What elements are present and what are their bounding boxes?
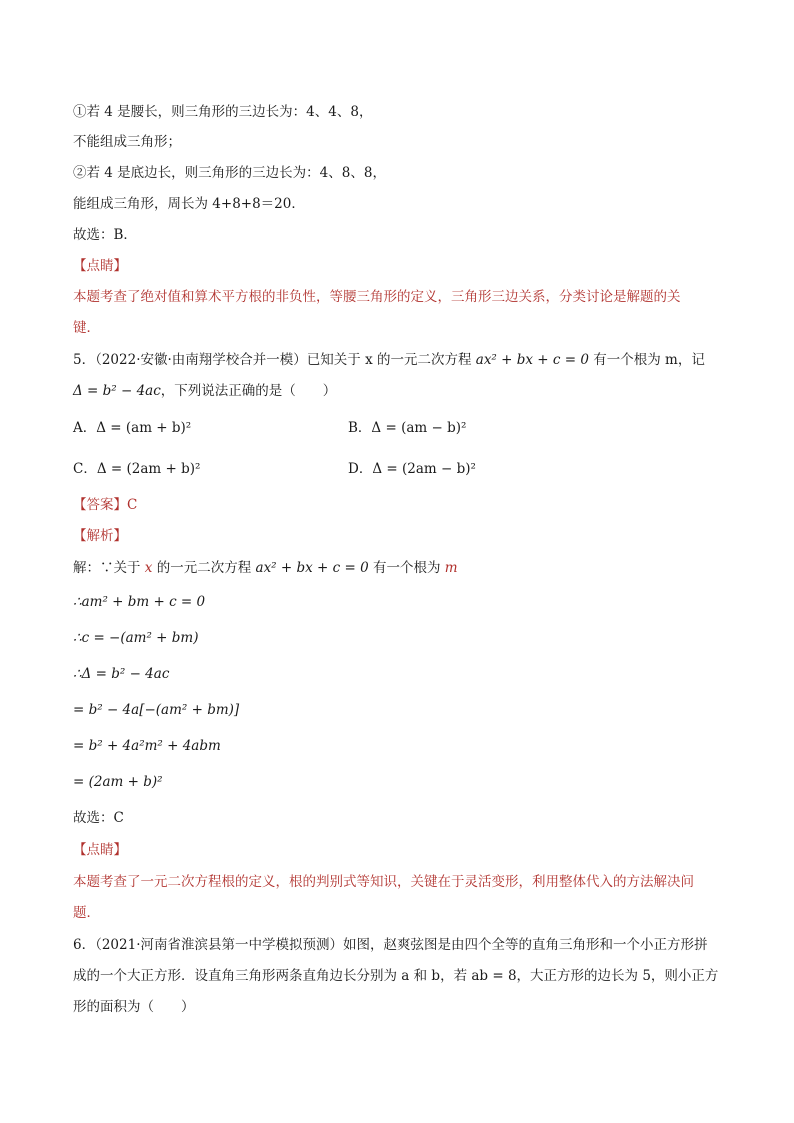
option-a: A．Δ = (am + b)² xyxy=(73,420,192,436)
solution-step-2: ∴am² + bm + c = 0 xyxy=(73,594,206,610)
question-6-line-3: 形的面积为（ ） xyxy=(73,999,195,1015)
case-2-line: ②若 4 是底边长，则三角形的三边长为：4、8、8， xyxy=(73,165,386,181)
comment-text: 本题考查了绝对值和算术平方根的非负性，等腰三角形的定义，三角形三边关系，分类讨论是解题的关 xyxy=(73,289,681,305)
comment-text-2-end: 题． xyxy=(73,905,100,921)
comment-heading: 【点睛】 xyxy=(73,258,127,274)
option-c: C．Δ = (2am + b)² xyxy=(73,461,201,477)
case-2-conclusion: 能组成三角形，周长为 4+8+8＝20． xyxy=(73,196,305,212)
sol1-m: m xyxy=(444,560,458,576)
case-1-line: ①若 4 是腰长，则三角形的三边长为：4、4、8， xyxy=(73,104,373,120)
solution-line-1 xyxy=(73,558,733,578)
solution-step-5: = b² − 4a[−(am² + bm)] xyxy=(73,702,240,718)
sol1-x: x xyxy=(144,560,153,576)
sol1-text-a: 解：∵关于 xyxy=(73,560,145,576)
q5-equation: ax² + bx + c = 0 xyxy=(475,352,589,368)
question-6-line-1: 6．（2021·河南省淮滨县第一中学模拟预测）如图，赵爽弦图是由四个全等的直角三角形和一个小正方形拼 xyxy=(73,937,708,953)
q5-discriminant: Δ = b² − 4ac xyxy=(73,383,161,399)
question-6-line-2: 成的一个大正方形．设直角三角形两条直角边长分别为 a 和 b，若 ab = 8，大正方形的边长为 5，则小正方 xyxy=(73,968,719,984)
sol1-text-b: 的一元二次方程 xyxy=(152,560,256,576)
choice-line: 故选：B． xyxy=(73,227,137,243)
solution-choice: 故选：C xyxy=(73,810,124,826)
answer-line: 【答案】C xyxy=(73,497,138,513)
case-1-conclusion: 不能组成三角形； xyxy=(73,134,181,150)
q5-text-d: ，下列说法正确的是（ ） xyxy=(160,383,337,399)
solution-step-6: = b² + 4a²m² + 4abm xyxy=(73,738,221,754)
analysis-heading: 【解析】 xyxy=(73,528,127,544)
solution-step-7: = (2am + b)² xyxy=(73,774,163,790)
sol1-equation: ax² + bx + c = 0 xyxy=(255,560,369,576)
sol1-text-c: 有一个根为 xyxy=(368,560,445,576)
q5-text-b: 有一个根为 m，记 xyxy=(588,352,705,368)
q5-text-a: 5．（2022·安徽·由南翔学校合并一模）已知关于 x 的一元二次方程 xyxy=(73,352,476,368)
comment-text-end: 键． xyxy=(73,320,100,336)
comment-text-2: 本题考查了一元二次方程根的定义，根的判别式等知识，关键在于灵活变形，利用整体代入的方法解决问 xyxy=(73,874,694,890)
solution-step-3: ∴c = −(am² + bm) xyxy=(73,630,199,646)
question-5-stem-2 xyxy=(73,381,733,401)
option-d: D．Δ = (2am − b)² xyxy=(348,461,476,477)
comment-heading-2: 【点睛】 xyxy=(73,842,127,858)
option-b: B．Δ = (am − b)² xyxy=(348,420,467,436)
solution-step-4: ∴Δ = b² − 4ac xyxy=(73,666,170,682)
question-5-stem xyxy=(73,350,733,370)
